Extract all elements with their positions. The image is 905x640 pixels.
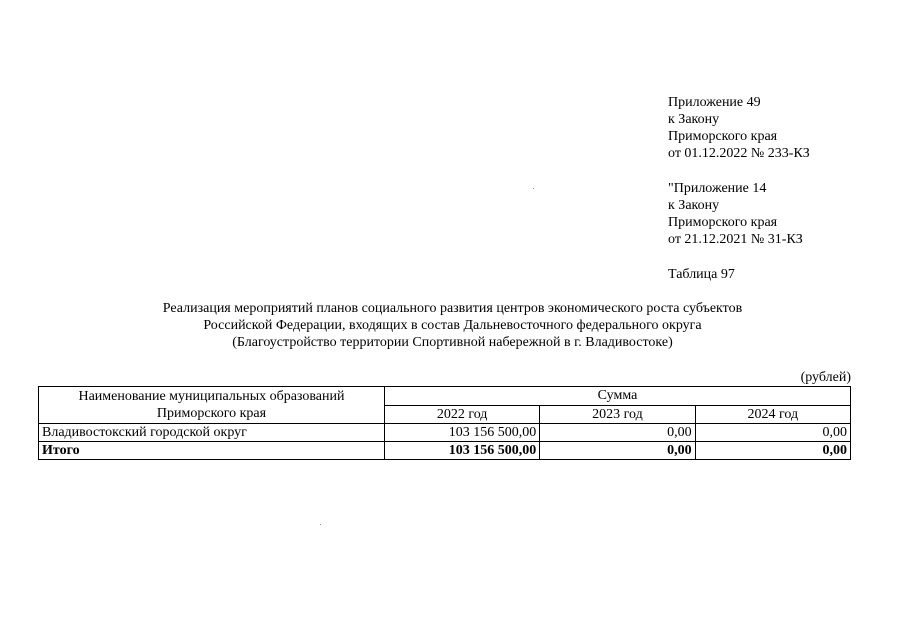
year-column-header: 2023 год xyxy=(540,405,695,424)
total-amount-cell: 0,00 xyxy=(695,442,850,460)
units-label: (рублей) xyxy=(800,370,851,385)
scan-speck xyxy=(320,524,321,525)
municipality-name-cell: Владивостокский городской округ xyxy=(39,424,385,442)
total-label-cell: Итого xyxy=(39,442,385,460)
table-total-row xyxy=(39,442,851,460)
header-name-line: Наименование муниципальных образований xyxy=(78,389,345,404)
amount-cell: 0,00 xyxy=(695,424,850,442)
amount-cell: 103 156 500,00 xyxy=(384,424,539,442)
document-title xyxy=(0,300,905,351)
appendix-main-line: к Закону xyxy=(668,112,720,127)
sum-column-header: Сумма xyxy=(384,387,850,406)
table-header-row xyxy=(39,387,851,406)
appendix-prev-line: к Закону xyxy=(668,198,720,213)
appendix-main-line: от 01.12.2022 № 233-КЗ xyxy=(668,146,810,161)
scan-speck xyxy=(533,188,534,189)
appendix-main-line: Приморского края xyxy=(668,129,778,144)
appendix-prev-line: Приморского края xyxy=(668,215,778,230)
year-column-header: 2024 год xyxy=(695,405,850,424)
year-column-header: 2022 год xyxy=(384,405,539,424)
amount-cell: 0,00 xyxy=(540,424,695,442)
title-line: Российской Федерации, входящих в состав Дальневосточного федерального округа xyxy=(203,318,702,333)
header-name-line: Приморского края xyxy=(156,406,267,421)
appendix-prev-line: "Приложение 14 xyxy=(668,181,767,196)
table-number: Таблица 97 xyxy=(668,267,735,282)
table-row xyxy=(39,424,851,442)
total-amount-cell: 0,00 xyxy=(540,442,695,460)
appendix-prev-line: от 21.12.2021 № 31-КЗ xyxy=(668,232,803,247)
title-line: (Благоустройство территории Спортивной набережной в г. Владивостоке) xyxy=(232,335,673,350)
total-amount-cell: 103 156 500,00 xyxy=(384,442,539,460)
funding-table xyxy=(38,386,851,460)
appendix-reference-main xyxy=(668,94,810,162)
municipality-column-header xyxy=(39,387,385,424)
title-line: Реализация мероприятий планов социального развития центров экономического роста субъектов xyxy=(162,301,743,316)
appendix-reference-previous xyxy=(668,180,803,248)
appendix-main-line: Приложение 49 xyxy=(668,95,761,110)
